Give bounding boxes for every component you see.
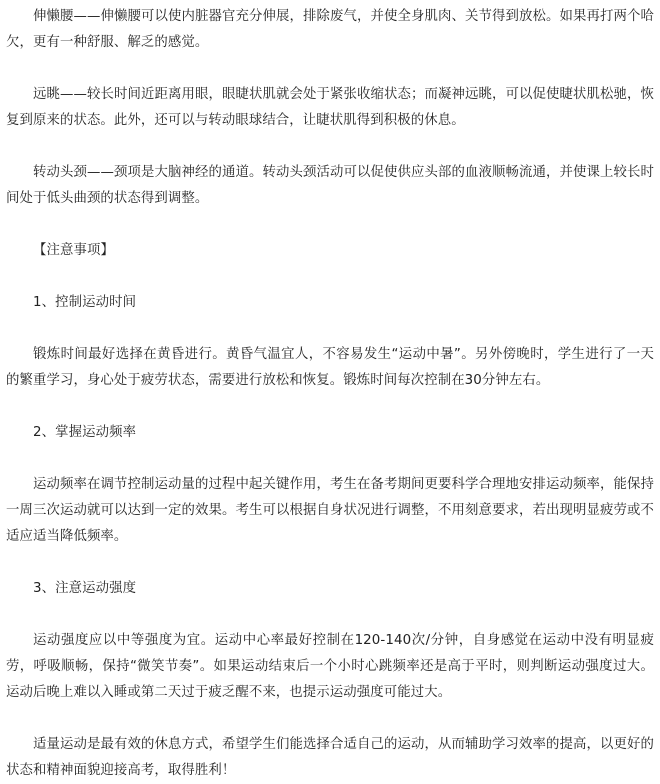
paragraph-conclusion: 适量运动是最有效的休息方式，希望学生们能选择合适自己的运动，从而辅助学习效率的提高，以更好的状态和精神面貌迎接高考，取得胜利！ xyxy=(6,737,654,778)
section-heading-time: 1、控制运动时间 xyxy=(33,295,137,310)
paragraph-exercise-frequency: 运动频率在调节控制运动量的过程中起关键作用，考生在备考期间更要科学合理地安排运动频率，能保持一周三次运动就可以达到一定的效果。考生可以根据自身状况进行调整，不用刻意要求，若出现明显疲劳或不适应适当降低频率。 xyxy=(6,477,654,544)
paragraph-stretch: 伸懒腰——伸懒腰可以使内脏器官充分伸展，排除废气，并使全身肌肉、关节得到放松。如果再打两个哈欠，更有一种舒服、解乏的感觉。 xyxy=(6,9,654,50)
paragraph-exercise-time: 锻炼时间最好选择在黄昏进行。黄昏气温宜人，不容易发生“运动中暑”。另外傍晚时，学生进行了一天的繁重学习，身心处于疲劳状态，需要进行放松和恢复。锻炼时间每次控制在30分钟左右。 xyxy=(6,347,654,388)
notes-heading: 【注意事项】 xyxy=(33,243,114,258)
paragraph-gaze-far: 远眺——较长时间近距离用眼，眼睫状肌就会处于紧张收缩状态；而凝神远眺，可以促使睫状肌松驰，恢复到原来的状态。此外，还可以与转动眼球结合，让睫状肌得到积极的休息。 xyxy=(6,87,654,128)
paragraph-exercise-intensity: 运动强度应以中等强度为宜。运动中心率最好控制在120-140次/分钟，自身感觉在运动中没有明显疲劳，呼吸顺畅，保持“微笑节奏”。如果运动结束后一个小时心跳频率还是高于平时，则判断运动强度过大。运动后晚上难以入睡或第二天过于疲乏醒不来，也提示运动强度可能过大。 xyxy=(6,633,654,700)
paragraph-turn-neck: 转动头颈——颈项是大脑神经的通道。转动头颈活动可以促使供应头部的血液顺畅流通，并使课上较长时间处于低头曲颈的状态得到调整。 xyxy=(6,165,654,206)
section-heading-intensity: 3、注意运动强度 xyxy=(33,581,137,596)
section-heading-frequency: 2、掌握运动频率 xyxy=(33,425,137,440)
